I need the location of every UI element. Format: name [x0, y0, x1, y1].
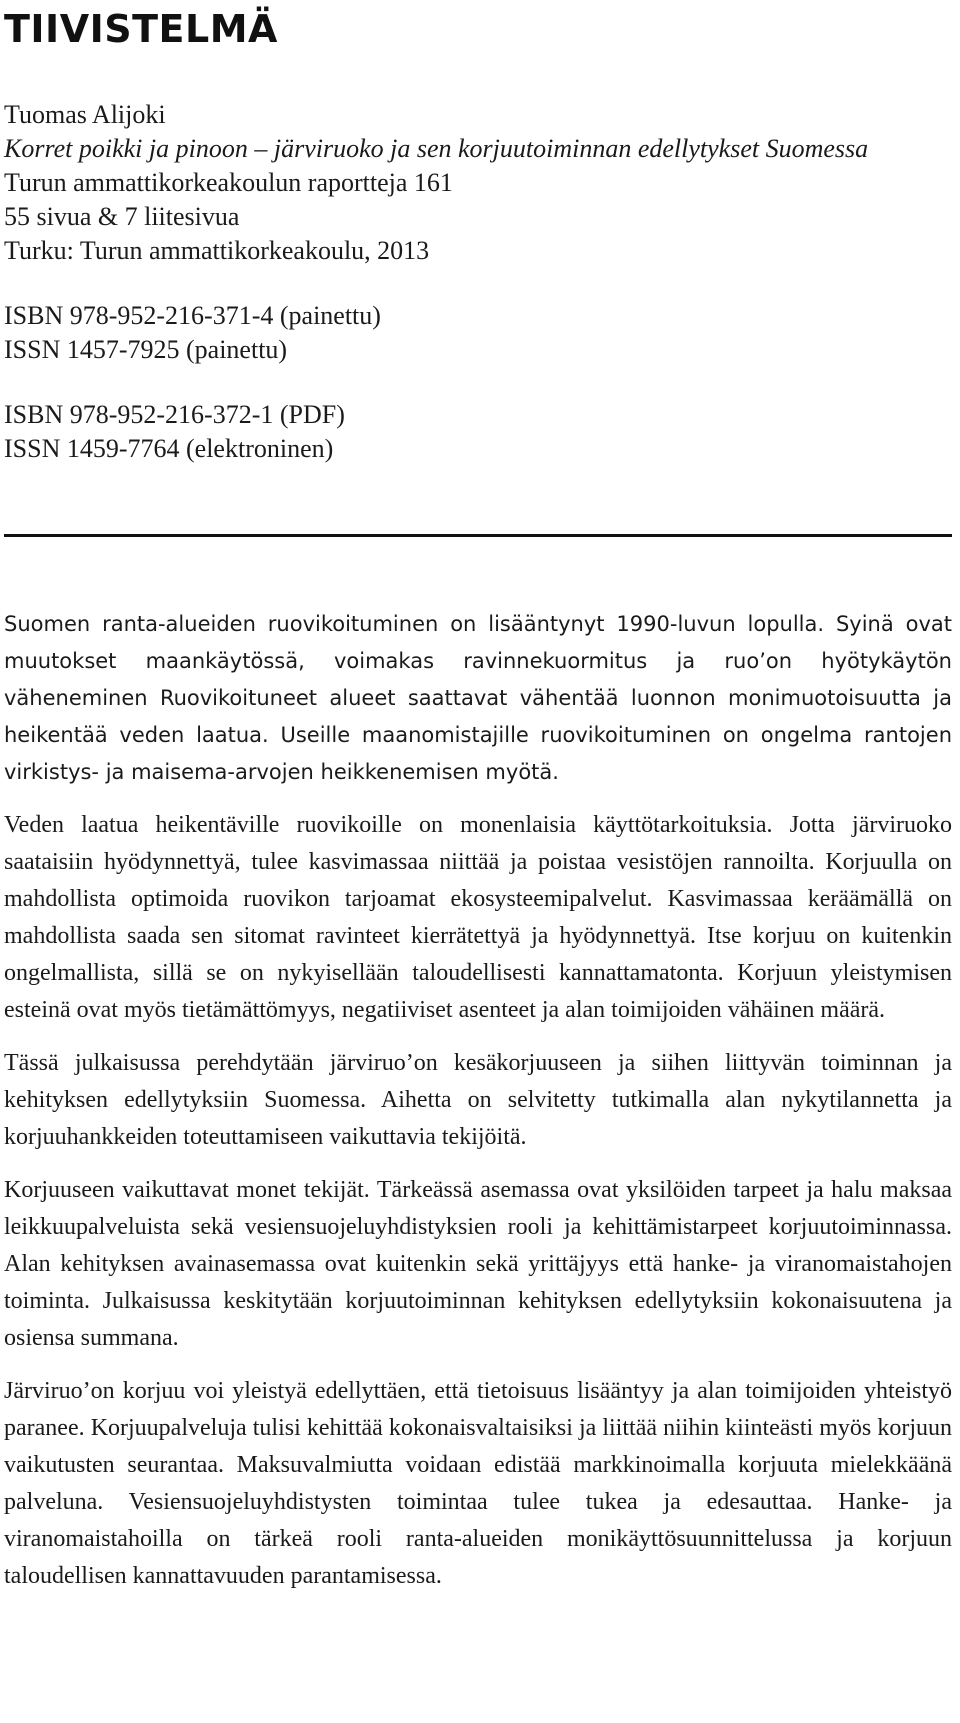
publication-metadata: [4, 98, 868, 466]
issn-print: ISSN 1457-7925 (painettu): [4, 335, 288, 364]
page-count: 55 sivua & 7 liitesivua: [4, 202, 240, 231]
paragraph: Korjuuseen vaikuttavat monet tekijät. Tärkeässä asemassa ovat yksilöiden tarpeet ja halu maksaa leikkuupalveluista sekä vesiensuojeluyhdistyksien rooli ja kehittämistarpeet korjuutoiminnassa. Alan kehityksen avainasemassa ovat kuitenkin sekä yrittäjyys että hanke- ja viranomaistahojen toiminta. Julkaisussa keskitytään korjuutoiminnan kehityksen edellytyksiin kokonaisuutena ja osiensa summana.: [4, 1177, 952, 1351]
paragraph: Järviruo’on korjuu voi yleistyä edellyttäen, että tietoisuus lisääntyy ja alan toimijoiden yhteistyö paranee. Korjuupalveluja tulisi kehittää kokonaisvaltaisiksi ja liittää niihin kiinteästi myös korjuun vaikutusten seurantaa. Maksuvalmiutta voidaan edistää markkinoimalla korjuuta mielekkäänä palveluna. Vesiensuojeluyhdistysten toimintaa tulee tukea ja edesauttaa. Hanke- ja viranomaistahoilla on tärkeä rooli ranta-alueiden monikäyttösuunnittelussa ja korjuun taloudellisen kannattavuuden parantamisessa.: [4, 1378, 952, 1589]
paragraph: Suomen ranta-alueiden ruovikoituminen on lisääntynyt 1990-luvun lopulla. Syinä ovat muutokset maankäytössä, voimakas ravinnekuormitus ja ruo’on hyötykäytön väheneminen Ruovikoituneet alueet saattavat vähentää luonnon monimuotoisuutta ja heikentää veden laatua. Useille maanomistajille ruovikoituminen on ongelma rantojen virkistys- ja maisema-arvojen heikkenemisen myötä.: [4, 612, 952, 784]
abstract-body: [4, 606, 952, 1611]
page-title: TIIVISTELMÄ: [4, 7, 278, 51]
isbn-pdf: ISBN 978-952-216-372-1 (PDF): [4, 400, 345, 429]
publication-title: Korret poikki ja pinoon – järviruoko ja sen korjuutoiminnan edellytykset Suomessa: [4, 134, 869, 163]
paragraph: Tässä julkaisussa perehdytään järviruo’on kesäkorjuuseen ja siihen liittyvän toiminnan ja kehityksen edellytyksiin Suomessa. Aihetta on selvitetty tutkimalla alan nykytilannetta ja korjuuhankkeiden toteuttamiseen vaikuttavia tekijöitä.: [4, 1050, 952, 1150]
issn-electronic: ISSN 1459-7764 (elektroninen): [4, 434, 334, 463]
author: Tuomas Alijoki: [4, 100, 166, 129]
publisher: Turku: Turun ammattikorkeakoulu, 2013: [4, 236, 430, 265]
paragraph: Veden laatua heikentäville ruovikoille on monenlaisia käyttötarkoituksia. Jotta järviruoko saataisiin hyödynnettyä, tulee kasvimassaa niittää ja poistaa vesistöjen rannoilta. Korjuulla on mahdollista optimoida ruovikon tarjoamat ekosysteemipalvelut. Kasvimassaa keräämällä on mahdollista saada sen sitomat ravinteet kierrätettyä ja hyödynnettyä. Itse korjuu on kuitenkin ongelmallista, sillä se on nykyisellään taloudellisesti kannattamatonta. Korjuun yleistymisen esteinä ovat myös tietämättömyys, negatiiviset asenteet ja alan toimijoiden vähäinen määrä.: [4, 812, 952, 1023]
isbn-print: ISBN 978-952-216-371-4 (painettu): [4, 301, 381, 330]
series: Turun ammattikorkeakoulun raportteja 161: [4, 168, 453, 197]
divider: [4, 534, 952, 537]
